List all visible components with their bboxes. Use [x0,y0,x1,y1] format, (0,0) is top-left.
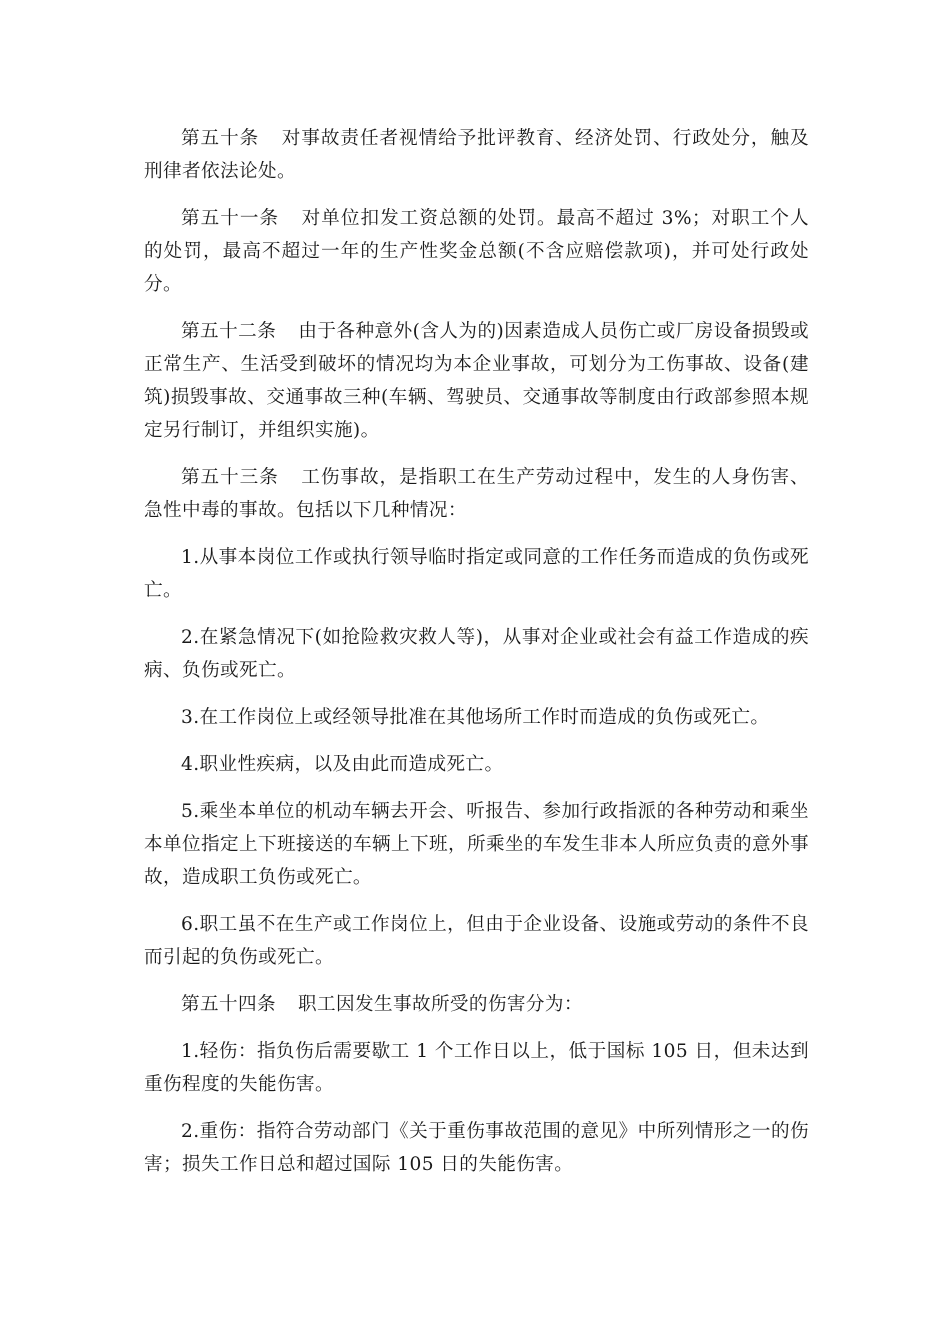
list-item-text: 6.职工虽不在生产或工作岗位上，但由于企业设备、设施或劳动的条件不良而引起的负伤或死亡。 [144,914,809,968]
article-heading: 第五十二条 [181,321,277,342]
list-item-text: 5.乘坐本单位的机动车辆去开会、听报告、参加行政指派的各种劳动和乘坐本单位指定上下班接送的车辆上下班，所乘坐的车发生非本人所应负责的意外事故，造成职工负伤或死亡。 [144,801,809,888]
article-53 [144,461,809,527]
article-heading: 第五十条 [181,128,260,149]
document-body [144,122,809,1195]
list-item [144,908,809,974]
list-item [144,701,809,734]
article-51 [144,202,809,301]
article-text: 职工因发生事故所受的伤害分为： [297,994,583,1015]
list-item [144,1115,809,1181]
list-item-text: 1.轻伤：指负伤后需要歇工 1 个工作日以上，低于国标 105 日，但未达到重伤程度的失能伤害。 [144,1041,809,1095]
article-text: 由于各种意外(含人为的)因素造成人员伤亡或厂房设备损毁或正常生产、生活受到破坏的情况均为本企业事故，可划分为工伤事故、设备(建筑)损毁事故、交通事故三种(车辆、驾驶员、交通事故等制度由行政部参照本规定另行制订，并组织实施)。 [144,321,809,441]
list-item [144,1035,809,1101]
list-item [144,795,809,894]
article-heading: 第五十一条 [181,208,280,229]
list-item [144,748,809,781]
article-text: 工伤事故，是指职工在生产劳动过程中，发生的人身伤害、急性中毒的事故。包括以下几种情况： [144,467,809,521]
list-item-text: 2.在紧急情况下(如抢险救灾救人等)，从事对企业或社会有益工作造成的疾病、负伤或死亡。 [144,627,809,681]
article-heading: 第五十四条 [181,994,276,1015]
article-50 [144,122,809,188]
article-text: 对事故责任者视情给予批评教育、经济处罚、行政处分，触及刑律者依法论处。 [144,128,809,182]
list-item-text: 1.从事本岗位工作或执行领导临时指定或同意的工作任务而造成的负伤或死亡。 [144,547,809,601]
list-item-text: 3.在工作岗位上或经领导批准在其他场所工作时而造成的负伤或死亡。 [181,707,770,728]
list-item-text: 2.重伤：指符合劳动部门《关于重伤事故范围的意见》中所列情形之一的伤害；损失工作日总和超过国际 105 日的失能伤害。 [144,1121,809,1175]
list-item [144,541,809,607]
list-item [144,621,809,687]
article-52 [144,315,809,447]
article-54 [144,988,809,1021]
list-item-text: 4.职业性疾病，以及由此而造成死亡。 [181,754,504,775]
article-heading: 第五十三条 [181,467,279,488]
article-text: 对单位扣发工资总额的处罚。最高不超过 3%；对职工个人的处罚，最高不超过一年的生产性奖金总额(不含应赔偿款项)，并可处行政处分。 [144,208,809,295]
